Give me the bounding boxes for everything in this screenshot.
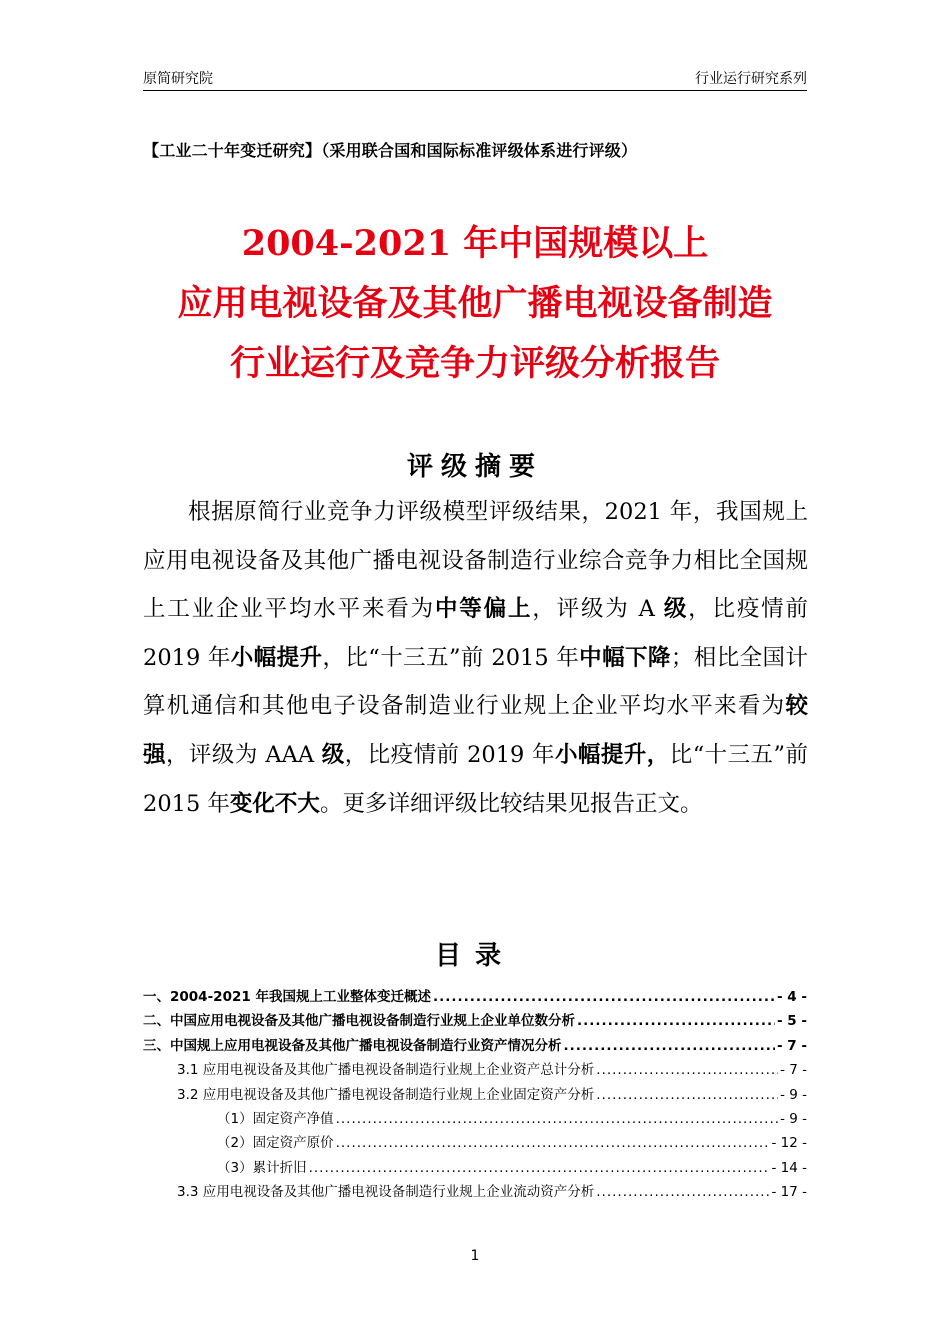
toc-page: - 4 - <box>777 989 807 1005</box>
toc-page: - 12 - <box>771 1135 807 1152</box>
toc-leader <box>336 1111 778 1127</box>
toc-page: - 9 - <box>780 1110 807 1127</box>
toc-label: 二、中国应用电视设备及其他广播电视设备制造行业规上企业单位数分析 <box>143 1013 575 1030</box>
toc-leader <box>433 989 775 1005</box>
summary-punct: ， <box>646 741 670 768</box>
title-line-1: 2004-2021 年中国规模以上 <box>241 223 709 264</box>
toc-page: - 7 - <box>780 1062 807 1079</box>
rating-grade-1: 级 <box>663 596 689 623</box>
trend-2019-1: 小幅提升 <box>230 644 323 671</box>
toc-leader <box>309 1160 770 1176</box>
toc-leader <box>596 1184 769 1200</box>
toc-leader <box>577 1013 775 1029</box>
toc-page: - 14 - <box>771 1159 807 1176</box>
toc-entry-2[interactable] <box>143 1009 807 1033</box>
summary-text: 。更多详细评级比较结果见报告正文。 <box>319 790 703 817</box>
rating-level-1: 中等偏上 <box>434 596 533 623</box>
toc-label: 3.2 应用电视设备及其他广播电视设备制造行业规上企业固定资产分析 <box>177 1086 595 1103</box>
toc-label: （1）固定资产净值 <box>217 1110 334 1127</box>
toc-page: - 7 - <box>777 1037 807 1054</box>
summary-heading: 评级摘要 <box>406 452 543 482</box>
table-of-contents <box>143 985 807 1205</box>
summary-text: ；相比全国计算机通信和其他电子设备制造业行业规上企业平均水平来看为 <box>143 644 808 720</box>
toc-leader <box>596 1062 778 1078</box>
summary-text: 比“十三五”前 2015 年 <box>143 741 808 817</box>
page-header <box>143 66 807 91</box>
toc-entry-1[interactable] <box>143 985 807 1009</box>
series-line: 【工业二十年变迁研究】（采用联合国和国际标准评级体系进行评级） <box>143 141 638 160</box>
toc-label: 三、中国规上应用电视设备及其他广播电视设备制造行业资产情况分析 <box>143 1037 562 1054</box>
toc-label: 3.1 应用电视设备及其他广播电视设备制造行业规上企业资产总计分析 <box>177 1062 595 1079</box>
toc-entry-3-2[interactable] <box>143 1083 807 1107</box>
header-publisher: 原简研究院 <box>143 71 213 87</box>
toc-label: 3.3 应用电视设备及其他广播电视设备制造行业规上企业流动资产分析 <box>177 1184 595 1201</box>
toc-entry-3-2-2[interactable] <box>143 1131 807 1155</box>
toc-leader <box>336 1135 770 1151</box>
summary-text: ，评级为 A <box>532 596 664 623</box>
trend-2019-2: 小幅提升 <box>554 741 647 768</box>
summary-text: ，比疫情前 2019 年 <box>344 741 555 768</box>
toc-leader <box>596 1087 778 1103</box>
title-line-3: 行业运行及竞争力评级分析报告 <box>229 343 720 384</box>
summary-paragraph <box>143 488 808 828</box>
title-line-2: 应用电视设备及其他广播电视设备制造 <box>177 283 773 324</box>
toc-page: - 9 - <box>780 1086 807 1103</box>
toc-entry-3-3[interactable] <box>143 1180 807 1204</box>
rating-grade-2: 级 <box>321 741 345 768</box>
summary-text: 根据原简行业竞争力评级模型评级结果，2021 年，我国规上应用电视设备及其他广播电视设备制造行业综合竞争力相比全国规上工业企业平均水平来看为 <box>143 499 808 623</box>
toc-label: （2）固定资产原价 <box>217 1135 334 1152</box>
page-number: 1 <box>470 1248 480 1264</box>
summary-text: ，比疫情前 2019 年 <box>143 596 808 671</box>
toc-label: 一、2004-2021 年我国规上工业整体变迁概述 <box>143 989 431 1005</box>
summary-text: ，比“十三五”前 2015 年 <box>322 644 580 671</box>
toc-page: - 5 - <box>777 1013 807 1030</box>
toc-leader <box>564 1038 776 1054</box>
report-title <box>100 214 850 394</box>
trend-2015-2: 变化不大 <box>229 790 320 817</box>
toc-entry-3[interactable] <box>143 1034 807 1058</box>
trend-2015-1: 中幅下降 <box>579 644 671 671</box>
toc-entry-3-2-3[interactable] <box>143 1156 807 1180</box>
rating-level-2: 较强 <box>143 693 808 768</box>
toc-entry-3-1[interactable] <box>143 1058 807 1082</box>
toc-entry-3-2-1[interactable] <box>143 1107 807 1131</box>
toc-heading: 目录 <box>434 941 515 971</box>
toc-label: （3）累计折旧 <box>217 1159 307 1176</box>
summary-text: ，评级为 AAA <box>165 741 322 768</box>
toc-page: - 17 - <box>771 1184 807 1201</box>
header-series: 行业运行研究系列 <box>695 71 807 87</box>
